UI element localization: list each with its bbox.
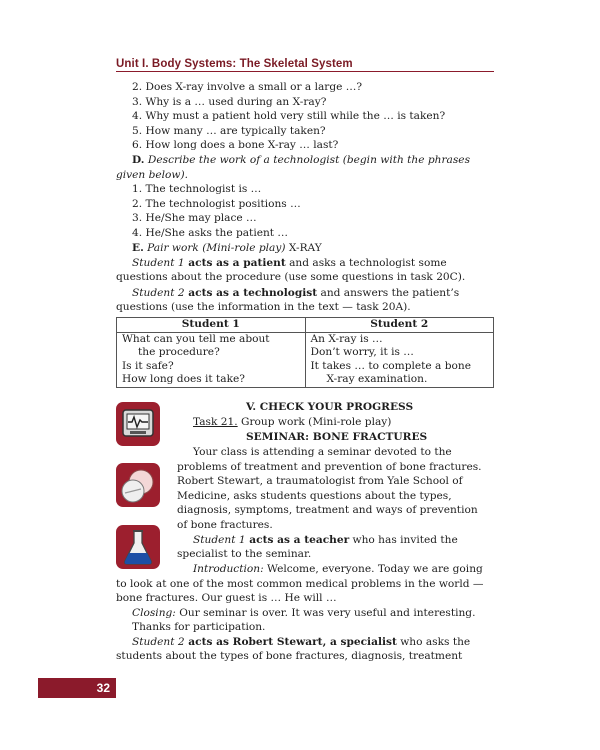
student1-role: acts as a patient (184, 257, 286, 269)
specialist-line (132, 635, 470, 649)
question-item: 6. How long does a bone X-ray … last? (132, 139, 339, 151)
intro-line (193, 562, 483, 576)
seminar-para-line: problems of treatment and prevention of bone fractures. (177, 461, 482, 473)
teacher-label: Student 1 (193, 534, 246, 546)
seminar-para-line: Robert Stewart, a traumatologist from Yale School of (177, 475, 463, 487)
cell-line: the procedure? (138, 346, 220, 359)
teacher-rest: who has invited the (349, 534, 458, 546)
task-21-label: Task 21. (193, 416, 238, 428)
task-e-student1 (132, 256, 447, 270)
table-cell-student1 (117, 332, 306, 387)
student2-role: acts as a technologist (184, 287, 318, 299)
question-item: 5. How many … are typically taken? (132, 125, 326, 137)
teacher-role: acts as a teacher (245, 534, 350, 546)
task-d-item: 4. He/She asks the patient … (132, 227, 289, 239)
cell-line: Is it safe? (122, 359, 174, 372)
task-e-student1-cont: questions about the procedure (use some questions in task 20C). (116, 271, 466, 283)
seminar-para-line: Your class is attending a seminar devoted to the (193, 446, 452, 458)
question-item: 3. Why is a … used during an X-ray? (132, 96, 327, 108)
pills-icon (116, 463, 160, 507)
specialist-line-cont: students about the types of bone fractures, diagnosis, treatment (116, 650, 463, 662)
table-cell-student2 (305, 332, 494, 387)
task-d-text-cont: given below). (116, 169, 188, 181)
seminar-para-line: Medicine, asks students questions about the types, (177, 490, 452, 502)
task-d-item: 3. He/She may place … (132, 212, 257, 224)
specialist-role: acts as Robert Stewart, a specialist (184, 636, 397, 648)
closing-line (132, 606, 475, 620)
cell-line: It takes … to complete a bone (310, 359, 471, 372)
closing-rest: Our seminar is over. It was very useful and interesting. (175, 607, 476, 619)
task-e-rest: X-RAY (285, 242, 322, 254)
flask-icon (116, 525, 160, 569)
intro-rest: Welcome, everyone. Today we are going (263, 563, 483, 575)
task-21-text: Group work (Mini-role play) (237, 416, 392, 428)
intro-line-cont: to look at one of the most common medical problems in the world — (116, 578, 484, 590)
cell-line: X-ray examination. (326, 373, 428, 386)
seminar-para-line: of bone fractures. (177, 519, 273, 531)
task-e-student2 (132, 286, 459, 300)
task-e-italic: Pair work (Mini-role play) (143, 242, 286, 254)
cell-line: An X-ray is … (310, 332, 383, 345)
task-d-line (132, 153, 470, 167)
cell-line: Don’t worry, it is … (310, 346, 414, 359)
student1-rest: and asks a technologist some (285, 257, 447, 269)
running-header: Unit I. Body Systems: The Skeletal System (116, 58, 353, 70)
task-d-item: 2. The technologist positions … (132, 198, 301, 210)
student2-rest: and answers the patient’s (317, 287, 460, 299)
task-e-letter: E. (132, 242, 144, 254)
page-number: 32 (38, 678, 116, 698)
intro-label: Introduction: (193, 563, 264, 575)
task-e-title (132, 241, 322, 255)
cell-line: What can you tell me about (122, 332, 270, 345)
question-item: 4. Why must a patient hold very still while the … is taken? (132, 110, 446, 122)
seminar-para-line: diagnosis, symptoms, treatment and ways of prevention (177, 504, 478, 516)
task-d-text: Describe the work of a technologist (begin with the phrases (144, 154, 471, 166)
table-header: Student 2 (305, 318, 494, 333)
table-header: Student 1 (117, 318, 306, 333)
cell-line: How long does it take? (122, 373, 245, 386)
closing-line-cont: Thanks for participation. (132, 621, 266, 633)
roles-table (116, 317, 494, 388)
student2-label: Student 2 (132, 287, 185, 299)
question-item: 2. Does X-ray involve a small or a large …? (132, 81, 363, 93)
student1-label: Student 1 (132, 257, 185, 269)
specialist-rest: who asks the (396, 636, 471, 648)
closing-label: Closing: (132, 607, 176, 619)
section-heading: V. CHECK YOUR PROGRESS (246, 401, 414, 413)
specialist-label: Student 2 (132, 636, 185, 648)
task-d-letter: D. (132, 154, 145, 166)
header-rule (116, 71, 494, 72)
monitor-icon (116, 402, 160, 446)
teacher-line (193, 533, 458, 547)
teacher-line-cont: specialist to the seminar. (177, 548, 312, 560)
task-21-line (193, 415, 391, 429)
task-d-item: 1. The technologist is … (132, 183, 262, 195)
intro-line-cont: bone fractures. Our guest is … He will … (116, 592, 337, 604)
seminar-title: SEMINAR: BONE FRACTURES (246, 431, 428, 443)
task-e-student2-cont: questions (use the information in the text — task 20A). (116, 301, 411, 313)
table-row (117, 332, 494, 387)
table-header-row (117, 318, 494, 333)
